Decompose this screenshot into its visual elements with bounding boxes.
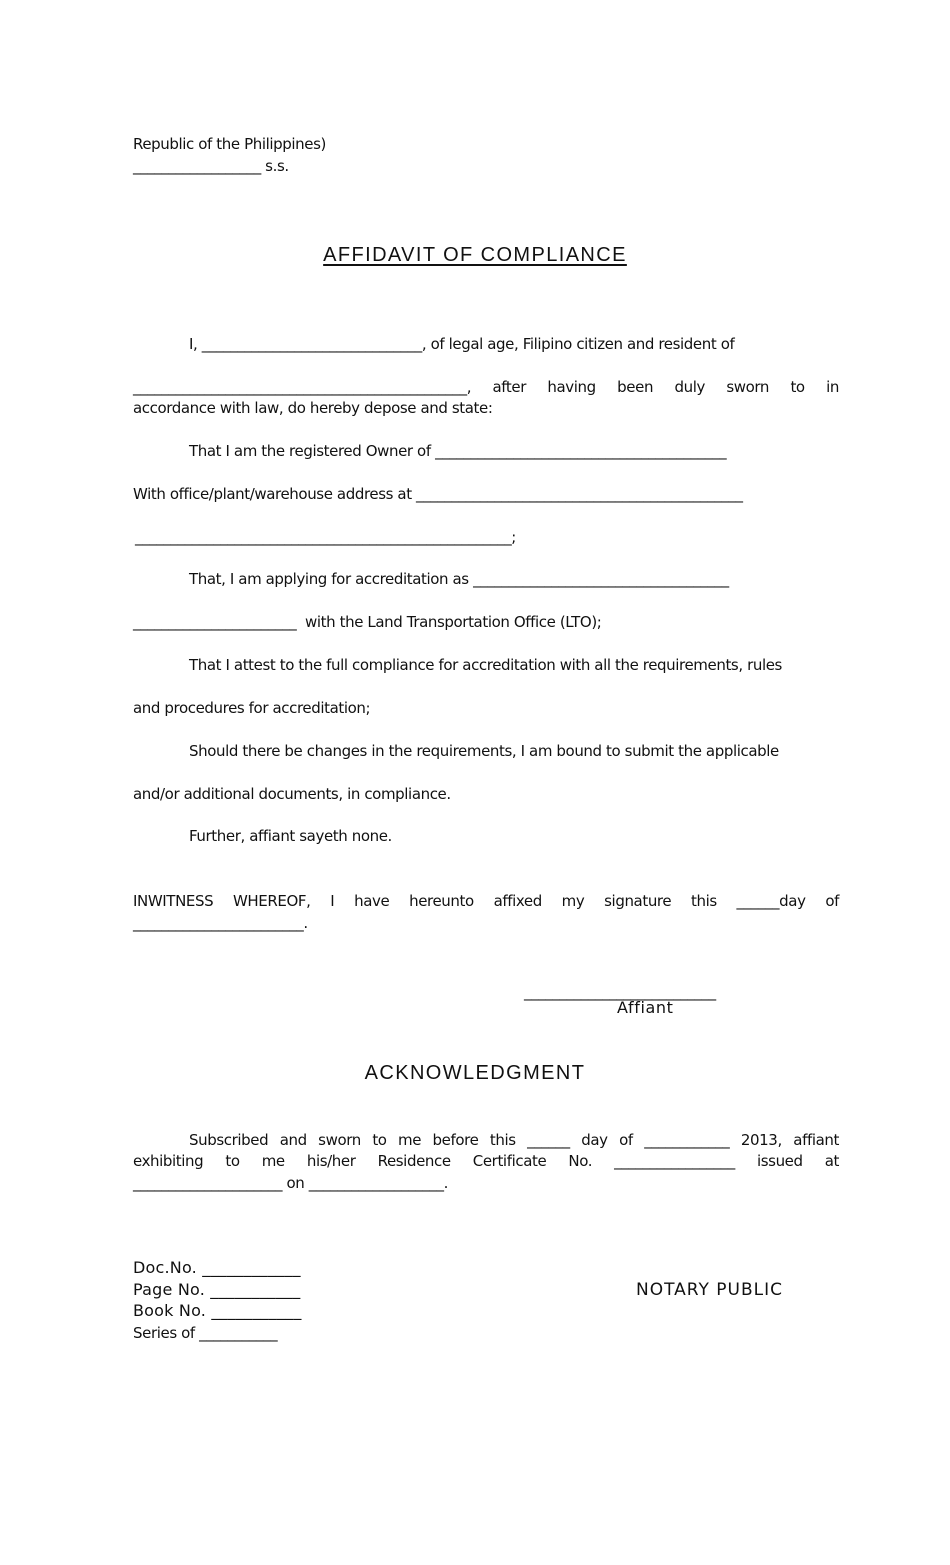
venue-line: __________________ s.s. (133, 157, 289, 175)
intro-line-1: I, _______________________________, of legal age, Filipino citizen and resident of (189, 335, 735, 353)
affiant-signature-line: ___________________________ (524, 983, 716, 1001)
page-no-line: Page No. ___________ (133, 1280, 301, 1299)
book-no-line: Book No. ___________ (133, 1301, 302, 1320)
country-header: Republic of the Philippines) (133, 135, 326, 153)
acknowledgment-title: ACKNOWLEDGMENT (364, 1062, 586, 1084)
acknowledgment-line-2: exhibiting to me his/her Residence Certificate No. _________________ issued at (133, 1152, 839, 1170)
document-title (0, 245, 950, 265)
address-line-1: With office/plant/warehouse address at ______________________________________________ (133, 485, 743, 503)
affiant-label: Affiant (617, 998, 674, 1017)
acknowledgment-line-3: _____________________ on ___________________. (133, 1174, 448, 1192)
accreditation-line-1: That, I am applying for accreditation as ____________________________________ (189, 570, 729, 588)
document-title-text: AFFIDAVIT OF COMPLIANCE (323, 244, 627, 266)
intro-line-3: accordance with law, do hereby depose and state: (133, 399, 493, 417)
series-line: Series of ___________ (133, 1324, 278, 1342)
attest-line-1: That I attest to the full compliance for accreditation with all the requirements, rules (189, 656, 782, 674)
address-line-2: _____________________________________________________; (135, 528, 516, 546)
further-line: Further, affiant sayeth none. (189, 827, 392, 845)
witness-line-1: INWITNESS WHEREOF, I have hereunto affixed my signature this ______day of (133, 892, 839, 910)
doc-no-line: Doc.No. ____________ (133, 1258, 301, 1277)
changes-line-2: and/or additional documents, in compliance. (133, 785, 451, 803)
intro-line-2: _______________________________________________, after having been duly sworn to in (133, 378, 839, 396)
owner-line: That I am the registered Owner of _________________________________________ (189, 442, 727, 460)
changes-line-1: Should there be changes in the requirements, I am bound to submit the applicable (189, 742, 779, 760)
notary-public-label: NOTARY PUBLIC (636, 1280, 784, 1300)
witness-line-2: ________________________. (133, 914, 308, 932)
acknowledgment-line-1: Subscribed and sworn to me before this ______ day of ____________ 2013, affiant (189, 1131, 839, 1149)
accreditation-line-2: _______________________ with the Land Transportation Office (LTO); (133, 613, 602, 631)
attest-line-2: and procedures for accreditation; (133, 699, 371, 717)
